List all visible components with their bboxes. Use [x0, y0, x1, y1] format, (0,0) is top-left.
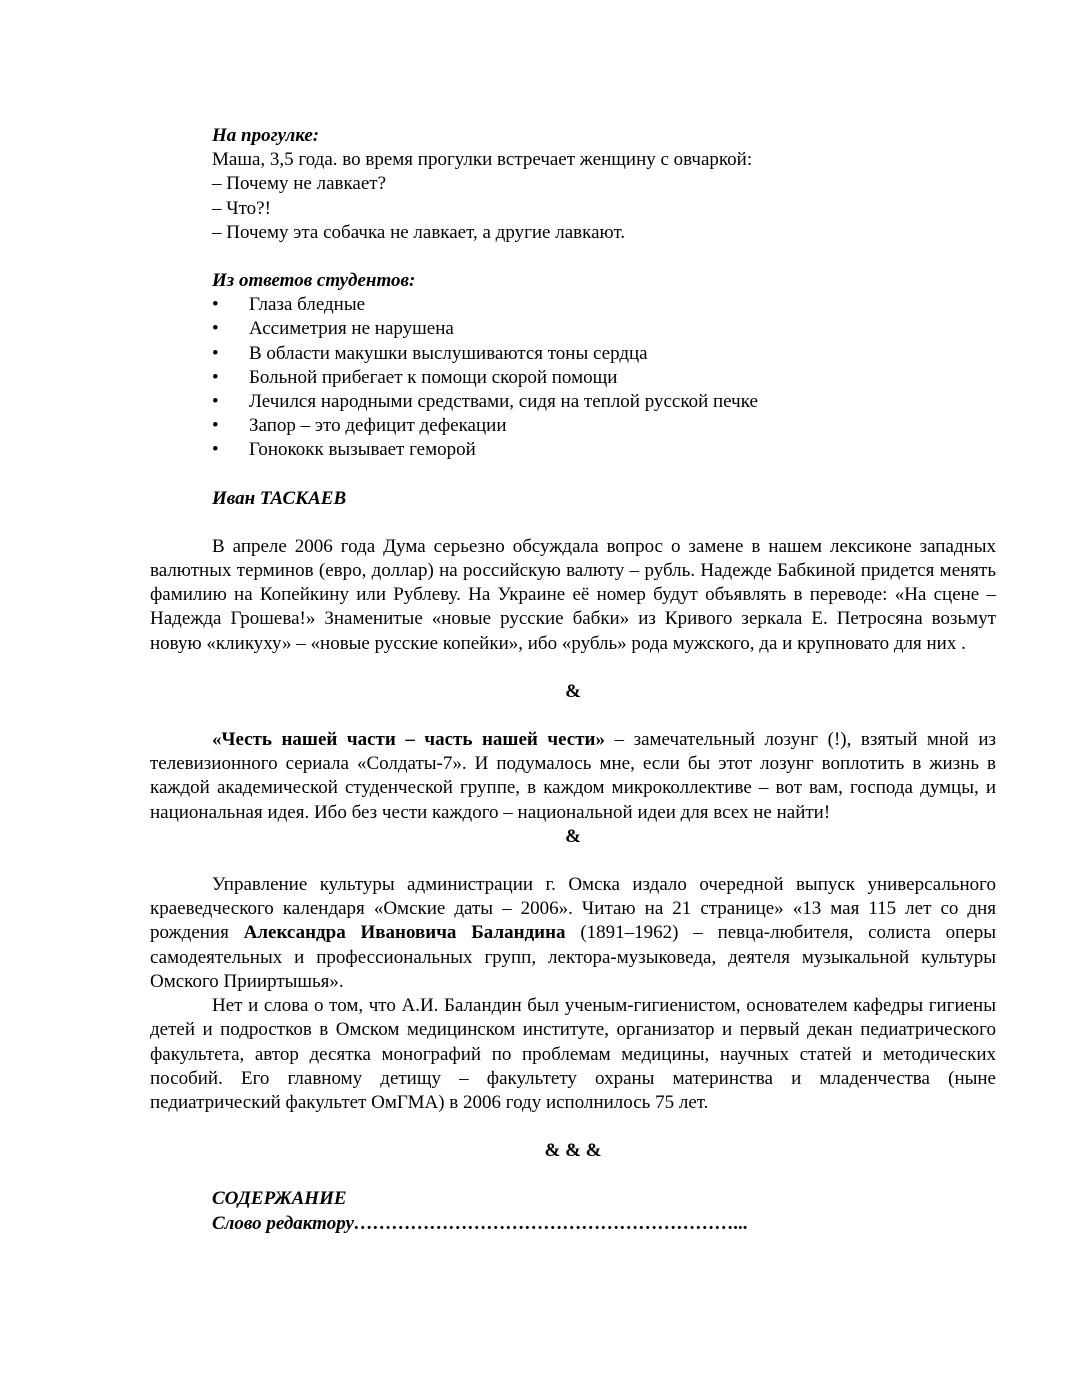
calendar-text-before: Управление культуры администрации г. Омска издало очередной выпуск универсального краеведческого календаря «Омские даты – 2006». Читаю на 21 странице» «13 мая 115 лет со дня рождения	[150, 874, 996, 944]
calendar-person-name: Александра Ивановича Баландина	[243, 922, 566, 944]
honor-paragraph	[150, 728, 996, 825]
walk-line: – Что?!	[212, 197, 271, 219]
calendar-paragraph	[150, 873, 996, 994]
walk-section	[150, 124, 996, 245]
contents-heading: СОДЕРЖАНИЕ	[212, 1188, 347, 1210]
list-item: • В области макушки выслушиваются тоны сердца	[212, 342, 996, 366]
walk-heading: На прогулке:	[212, 125, 320, 146]
separator: &	[565, 680, 581, 702]
students-section	[150, 269, 996, 463]
list-item: • Гонококк вызывает геморой	[212, 438, 996, 462]
list-item: • Глаза бледные	[212, 293, 996, 317]
contents-item: Слово редактору……………………………………………………...	[212, 1212, 749, 1234]
students-list	[150, 293, 996, 462]
students-heading: Из ответов студентов:	[212, 270, 416, 292]
list-item: • Больной прибегает к помощи скорой помощи	[212, 366, 996, 390]
duma-paragraph: В апреле 2006 года Дума серьезно обсуждала вопрос о замене в нашем лексиконе западных валютных терминов (евро, доллар) на российскую валюту – рубль. Надежде Бабкиной придется менять фамилию на Копейкину или Рублеву. На Украине её номер будут объявлять в переводе: «На сцене – Надежда Грошева!» Знаменитые «новые русские бабки» из Кривого зеркала Е. Петросяна возьмут новую «кликуху» – «новые русские копейки», ибо «рубль» рода мужского, да и крупновато для них .	[150, 535, 996, 654]
calendar-text-after: (1891–1962) – певца-любителя, солиста оперы самодеятельных и профессиональных групп, лектора-музыковеда, деятеля музыкальной культуры Омского Прииртышья».	[150, 922, 996, 992]
list-item: • Ассиметрия не нарушена	[212, 317, 996, 341]
walk-line: – Почему эта собачка не лавкает, а другие лавкают.	[212, 221, 626, 243]
list-item: • Лечился народными средствами, сидя на теплой русской печке	[212, 390, 996, 414]
calendar-paragraph-2: Нет и слова о том, что А.И. Баландин был ученым-гигиенистом, основателем кафедры гигиены детей и подростков в Омском медицинском институте, организатор и первый декан педиатрического факультета, автор десятка монографий по проблемам медицины, научных статей и методических пособий. Его главному детищу – факультету охраны материнства и младенчества (ныне педиатрический факультет ОмГМА) в 2006 году исполнилось 75 лет.	[150, 995, 996, 1113]
list-item: • Запор – это дефицит дефекации	[212, 414, 996, 438]
author-name: Иван ТАСКАЕВ	[212, 487, 347, 509]
honor-slogan: «Честь нашей части – часть нашей чести»	[212, 729, 605, 751]
contents-section	[150, 1187, 996, 1235]
walk-line: Маша, 3,5 года. во время прогулки встречает женщину с овчаркой:	[212, 149, 753, 171]
walk-line: – Почему не лавкает?	[212, 173, 387, 195]
separator: &	[565, 825, 581, 847]
separator: & & &	[544, 1140, 602, 1162]
honor-text: – замечательный лозунг (!), взятый мной из телевизионного сериала «Солдаты-7». И подумалось мне, если бы этот лозунг воплотить в жизнь в каждой академической студенческой группе, в каждом микроколлективе – вот вам, господа думцы, и национальная идея. Ибо без чести каждого – национальной идеи для всех не найти!	[150, 729, 996, 823]
